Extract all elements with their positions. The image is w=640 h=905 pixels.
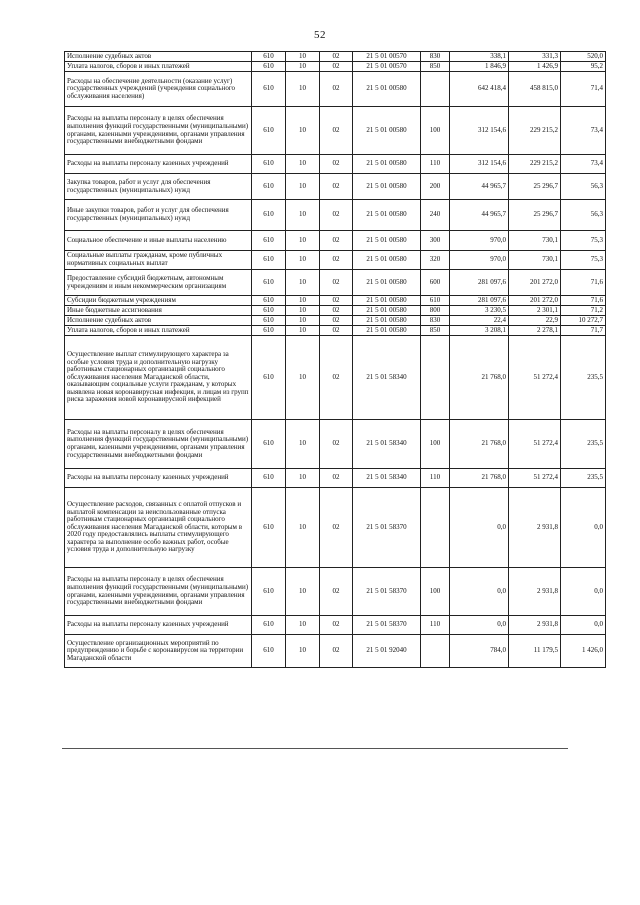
row-expense-type-code bbox=[421, 72, 450, 107]
row-execution-percent: 235,5 bbox=[561, 420, 606, 469]
row-name: Расходы на обеспечение деятельности (оказание услуг) государственных учреждений (учреждения социального обслуживания населения) bbox=[65, 72, 252, 107]
row-subsection-code: 02 bbox=[320, 568, 353, 616]
row-target-article-code: 21 5 01 92040 bbox=[353, 635, 421, 668]
row-section-code: 10 bbox=[286, 155, 320, 174]
row-name: Осуществление организационных мероприятий по предупреждению и борьбе с коронавирусом на территории Магаданской области bbox=[65, 635, 252, 668]
table-row bbox=[65, 306, 606, 316]
row-subsection-code: 02 bbox=[320, 174, 353, 200]
row-executed-amount: 2 278,1 bbox=[509, 326, 561, 336]
row-grbs-code: 610 bbox=[252, 616, 286, 635]
table-row bbox=[65, 200, 606, 231]
row-grbs-code: 610 bbox=[252, 306, 286, 316]
row-execution-percent: 73,4 bbox=[561, 107, 606, 155]
row-name: Расходы на выплаты персоналу казенных учреждений bbox=[65, 616, 252, 635]
row-subsection-code: 02 bbox=[320, 616, 353, 635]
row-approved-amount: 22,4 bbox=[450, 316, 509, 326]
row-expense-type-code: 320 bbox=[421, 251, 450, 270]
row-expense-type-code: 850 bbox=[421, 326, 450, 336]
row-subsection-code: 02 bbox=[320, 72, 353, 107]
row-grbs-code: 610 bbox=[252, 469, 286, 488]
row-target-article-code: 21 5 01 58370 bbox=[353, 616, 421, 635]
row-section-code: 10 bbox=[286, 336, 320, 420]
row-execution-percent: 71,7 bbox=[561, 326, 606, 336]
row-grbs-code: 610 bbox=[252, 420, 286, 469]
row-approved-amount: 44 965,7 bbox=[450, 200, 509, 231]
row-expense-type-code bbox=[421, 488, 450, 568]
row-expense-type-code bbox=[421, 336, 450, 420]
row-section-code: 10 bbox=[286, 231, 320, 251]
row-execution-percent: 95,2 bbox=[561, 62, 606, 72]
row-grbs-code: 610 bbox=[252, 568, 286, 616]
row-name: Закупка товаров, работ и услуг для обеспечения государственных (муниципальных) нужд bbox=[65, 174, 252, 200]
row-executed-amount: 25 296,7 bbox=[509, 200, 561, 231]
row-name: Социальное обеспечение и иные выплаты населению bbox=[65, 231, 252, 251]
row-target-article-code: 21 5 01 00580 bbox=[353, 155, 421, 174]
table-row bbox=[65, 635, 606, 668]
row-executed-amount: 201 272,0 bbox=[509, 270, 561, 296]
row-expense-type-code: 800 bbox=[421, 306, 450, 316]
row-executed-amount: 229 215,2 bbox=[509, 107, 561, 155]
table-row bbox=[65, 316, 606, 326]
row-target-article-code: 21 5 01 00580 bbox=[353, 200, 421, 231]
row-target-article-code: 21 5 01 00580 bbox=[353, 296, 421, 306]
table-row bbox=[65, 155, 606, 174]
row-expense-type-code: 600 bbox=[421, 270, 450, 296]
row-approved-amount: 21 768,0 bbox=[450, 336, 509, 420]
row-section-code: 10 bbox=[286, 251, 320, 270]
row-name: Исполнение судебных актов bbox=[65, 52, 252, 62]
row-name: Расходы на выплаты персоналу в целях обеспечения выполнения функций государственными (муниципальными) органами, казенными учреждениями, органами управления государственными внебюджетными фондами bbox=[65, 107, 252, 155]
row-target-article-code: 21 5 01 00570 bbox=[353, 62, 421, 72]
row-execution-percent: 520,0 bbox=[561, 52, 606, 62]
row-target-article-code: 21 5 01 00580 bbox=[353, 306, 421, 316]
row-subsection-code: 02 bbox=[320, 107, 353, 155]
row-execution-percent: 0,0 bbox=[561, 568, 606, 616]
row-target-article-code: 21 5 01 00580 bbox=[353, 316, 421, 326]
row-executed-amount: 25 296,7 bbox=[509, 174, 561, 200]
row-execution-percent: 75,3 bbox=[561, 251, 606, 270]
row-executed-amount: 51 272,4 bbox=[509, 469, 561, 488]
row-grbs-code: 610 bbox=[252, 296, 286, 306]
table-row bbox=[65, 107, 606, 155]
row-subsection-code: 02 bbox=[320, 52, 353, 62]
row-executed-amount: 331,3 bbox=[509, 52, 561, 62]
row-section-code: 10 bbox=[286, 52, 320, 62]
row-executed-amount: 2 301,1 bbox=[509, 306, 561, 316]
row-section-code: 10 bbox=[286, 306, 320, 316]
row-expense-type-code: 100 bbox=[421, 568, 450, 616]
row-execution-percent: 71,2 bbox=[561, 306, 606, 316]
row-name: Предоставление субсидий бюджетным, автономным учреждениям и иным некоммерческим организациям bbox=[65, 270, 252, 296]
row-approved-amount: 0,0 bbox=[450, 568, 509, 616]
row-executed-amount: 51 272,4 bbox=[509, 336, 561, 420]
row-expense-type-code: 830 bbox=[421, 52, 450, 62]
row-target-article-code: 21 5 01 58340 bbox=[353, 469, 421, 488]
row-name: Социальные выплаты гражданам, кроме публичных нормативных социальных выплат bbox=[65, 251, 252, 270]
row-executed-amount: 2 931,8 bbox=[509, 616, 561, 635]
row-expense-type-code bbox=[421, 635, 450, 668]
row-approved-amount: 1 846,9 bbox=[450, 62, 509, 72]
row-execution-percent: 0,0 bbox=[561, 488, 606, 568]
row-target-article-code: 21 5 01 00580 bbox=[353, 174, 421, 200]
row-subsection-code: 02 bbox=[320, 296, 353, 306]
row-expense-type-code: 200 bbox=[421, 174, 450, 200]
row-grbs-code: 610 bbox=[252, 174, 286, 200]
row-execution-percent: 56,3 bbox=[561, 200, 606, 231]
row-approved-amount: 281 097,6 bbox=[450, 296, 509, 306]
row-name: Иные бюджетные ассигнования bbox=[65, 306, 252, 316]
row-name: Расходы на выплаты персоналу казенных учреждений bbox=[65, 469, 252, 488]
table-row bbox=[65, 488, 606, 568]
row-target-article-code: 21 5 01 58370 bbox=[353, 568, 421, 616]
row-section-code: 10 bbox=[286, 469, 320, 488]
row-grbs-code: 610 bbox=[252, 270, 286, 296]
row-subsection-code: 02 bbox=[320, 635, 353, 668]
row-subsection-code: 02 bbox=[320, 251, 353, 270]
row-execution-percent: 235,5 bbox=[561, 336, 606, 420]
row-grbs-code: 610 bbox=[252, 62, 286, 72]
row-section-code: 10 bbox=[286, 488, 320, 568]
row-subsection-code: 02 bbox=[320, 326, 353, 336]
row-approved-amount: 312 154,6 bbox=[450, 107, 509, 155]
row-expense-type-code: 110 bbox=[421, 616, 450, 635]
row-approved-amount: 642 418,4 bbox=[450, 72, 509, 107]
row-section-code: 10 bbox=[286, 616, 320, 635]
row-execution-percent: 1 426,0 bbox=[561, 635, 606, 668]
row-name: Расходы на выплаты персоналу казенных учреждений bbox=[65, 155, 252, 174]
row-subsection-code: 02 bbox=[320, 231, 353, 251]
row-grbs-code: 610 bbox=[252, 107, 286, 155]
footer-divider bbox=[62, 748, 568, 749]
row-expense-type-code: 110 bbox=[421, 155, 450, 174]
row-approved-amount: 970,0 bbox=[450, 251, 509, 270]
row-name: Субсидии бюджетным учреждениям bbox=[65, 296, 252, 306]
row-subsection-code: 02 bbox=[320, 306, 353, 316]
row-subsection-code: 02 bbox=[320, 155, 353, 174]
row-grbs-code: 610 bbox=[252, 326, 286, 336]
row-executed-amount: 730,1 bbox=[509, 251, 561, 270]
row-target-article-code: 21 5 01 58370 bbox=[353, 488, 421, 568]
table-row bbox=[65, 72, 606, 107]
row-execution-percent: 73,4 bbox=[561, 155, 606, 174]
row-grbs-code: 610 bbox=[252, 72, 286, 107]
row-expense-type-code: 110 bbox=[421, 469, 450, 488]
row-executed-amount: 229 215,2 bbox=[509, 155, 561, 174]
table-row bbox=[65, 174, 606, 200]
row-approved-amount: 0,0 bbox=[450, 616, 509, 635]
row-executed-amount: 458 815,0 bbox=[509, 72, 561, 107]
row-name: Исполнение судебных актов bbox=[65, 316, 252, 326]
row-grbs-code: 610 bbox=[252, 231, 286, 251]
row-approved-amount: 784,0 bbox=[450, 635, 509, 668]
row-execution-percent: 235,5 bbox=[561, 469, 606, 488]
row-executed-amount: 2 931,8 bbox=[509, 568, 561, 616]
row-executed-amount: 201 272,0 bbox=[509, 296, 561, 306]
budget-table bbox=[64, 51, 606, 668]
row-target-article-code: 21 5 01 00570 bbox=[353, 52, 421, 62]
row-name: Иные закупки товаров, работ и услуг для обеспечения государственных (муниципальных) нужд bbox=[65, 200, 252, 231]
row-subsection-code: 02 bbox=[320, 336, 353, 420]
table-row bbox=[65, 231, 606, 251]
row-target-article-code: 21 5 01 00580 bbox=[353, 326, 421, 336]
row-name: Расходы на выплаты персоналу в целях обеспечения выполнения функций государственными (муниципальными) органами, казенными учреждениями, органами управления государственными внебюджетными фондами bbox=[65, 420, 252, 469]
row-target-article-code: 21 5 01 58340 bbox=[353, 336, 421, 420]
row-name: Расходы на выплаты персоналу в целях обеспечения выполнения функций государственными (муниципальными) органами, казенными учреждениями, органами управления государственными внебюджетными фондами bbox=[65, 568, 252, 616]
table-body bbox=[65, 52, 606, 668]
row-subsection-code: 02 bbox=[320, 488, 353, 568]
table-row bbox=[65, 469, 606, 488]
row-grbs-code: 610 bbox=[252, 316, 286, 326]
row-expense-type-code: 100 bbox=[421, 420, 450, 469]
row-subsection-code: 02 bbox=[320, 420, 353, 469]
row-section-code: 10 bbox=[286, 296, 320, 306]
row-execution-percent: 71,4 bbox=[561, 72, 606, 107]
row-section-code: 10 bbox=[286, 568, 320, 616]
row-target-article-code: 21 5 01 00580 bbox=[353, 72, 421, 107]
row-section-code: 10 bbox=[286, 316, 320, 326]
row-approved-amount: 281 097,6 bbox=[450, 270, 509, 296]
row-section-code: 10 bbox=[286, 174, 320, 200]
row-approved-amount: 338,1 bbox=[450, 52, 509, 62]
row-section-code: 10 bbox=[286, 107, 320, 155]
row-executed-amount: 2 931,8 bbox=[509, 488, 561, 568]
row-execution-percent: 71,6 bbox=[561, 270, 606, 296]
row-grbs-code: 610 bbox=[252, 200, 286, 231]
row-subsection-code: 02 bbox=[320, 62, 353, 72]
row-expense-type-code: 100 bbox=[421, 107, 450, 155]
row-section-code: 10 bbox=[286, 326, 320, 336]
row-approved-amount: 3 230,5 bbox=[450, 306, 509, 316]
row-section-code: 10 bbox=[286, 635, 320, 668]
row-executed-amount: 11 179,5 bbox=[509, 635, 561, 668]
row-executed-amount: 730,1 bbox=[509, 231, 561, 251]
row-subsection-code: 02 bbox=[320, 200, 353, 231]
row-name: Осуществление расходов, связанных с оплатой отпусков и выплатой компенсации за неиспользованные отпуска работникам стационарных организаций социального обслуживания населения Магаданской области, которым в 2020 году предоставлялись выплаты стимулирующего характера за выполнение особо важных работ, особые условия труда и дополнительную нагрузку bbox=[65, 488, 252, 568]
row-approved-amount: 0,0 bbox=[450, 488, 509, 568]
row-target-article-code: 21 5 01 00580 bbox=[353, 231, 421, 251]
row-grbs-code: 610 bbox=[252, 488, 286, 568]
row-approved-amount: 970,0 bbox=[450, 231, 509, 251]
row-execution-percent: 71,6 bbox=[561, 296, 606, 306]
row-section-code: 10 bbox=[286, 200, 320, 231]
row-grbs-code: 610 bbox=[252, 52, 286, 62]
row-expense-type-code: 830 bbox=[421, 316, 450, 326]
row-subsection-code: 02 bbox=[320, 270, 353, 296]
row-approved-amount: 3 208,1 bbox=[450, 326, 509, 336]
row-subsection-code: 02 bbox=[320, 316, 353, 326]
table-row bbox=[65, 296, 606, 306]
row-expense-type-code: 610 bbox=[421, 296, 450, 306]
row-expense-type-code: 850 bbox=[421, 62, 450, 72]
row-grbs-code: 610 bbox=[252, 251, 286, 270]
row-execution-percent: 56,3 bbox=[561, 174, 606, 200]
row-approved-amount: 21 768,0 bbox=[450, 469, 509, 488]
table-row bbox=[65, 420, 606, 469]
table-row bbox=[65, 270, 606, 296]
table-row bbox=[65, 52, 606, 62]
table-row bbox=[65, 251, 606, 270]
row-name: Уплата налогов, сборов и иных платежей bbox=[65, 326, 252, 336]
table-row bbox=[65, 568, 606, 616]
row-execution-percent: 10 272,7 bbox=[561, 316, 606, 326]
row-grbs-code: 610 bbox=[252, 635, 286, 668]
table-row bbox=[65, 336, 606, 420]
row-expense-type-code: 240 bbox=[421, 200, 450, 231]
row-target-article-code: 21 5 01 00580 bbox=[353, 270, 421, 296]
row-approved-amount: 21 768,0 bbox=[450, 420, 509, 469]
row-section-code: 10 bbox=[286, 270, 320, 296]
row-executed-amount: 1 426,9 bbox=[509, 62, 561, 72]
row-execution-percent: 75,3 bbox=[561, 231, 606, 251]
row-target-article-code: 21 5 01 58340 bbox=[353, 420, 421, 469]
table-row bbox=[65, 62, 606, 72]
row-section-code: 10 bbox=[286, 72, 320, 107]
row-grbs-code: 610 bbox=[252, 155, 286, 174]
row-name: Уплата налогов, сборов и иных платежей bbox=[65, 62, 252, 72]
row-grbs-code: 610 bbox=[252, 336, 286, 420]
row-target-article-code: 21 5 01 00580 bbox=[353, 251, 421, 270]
row-executed-amount: 51 272,4 bbox=[509, 420, 561, 469]
row-executed-amount: 22,9 bbox=[509, 316, 561, 326]
row-section-code: 10 bbox=[286, 62, 320, 72]
row-subsection-code: 02 bbox=[320, 469, 353, 488]
row-section-code: 10 bbox=[286, 420, 320, 469]
table-row bbox=[65, 616, 606, 635]
row-approved-amount: 44 965,7 bbox=[450, 174, 509, 200]
row-execution-percent: 0,0 bbox=[561, 616, 606, 635]
page-number: 52 bbox=[314, 29, 326, 41]
row-expense-type-code: 300 bbox=[421, 231, 450, 251]
row-approved-amount: 312 154,6 bbox=[450, 155, 509, 174]
row-target-article-code: 21 5 01 00580 bbox=[353, 107, 421, 155]
table-row bbox=[65, 326, 606, 336]
row-name: Осуществление выплат стимулирующего характера за особые условия труда и дополнительную нагрузку работникам стационарных организаций социального обслуживания населения Магаданской области, оказывающим социальные услуги гражданам, у которых выявлена новая коронавирусная инфекция, и лицам из групп риска заражения новой коронавирусной инфекцией bbox=[65, 336, 252, 420]
